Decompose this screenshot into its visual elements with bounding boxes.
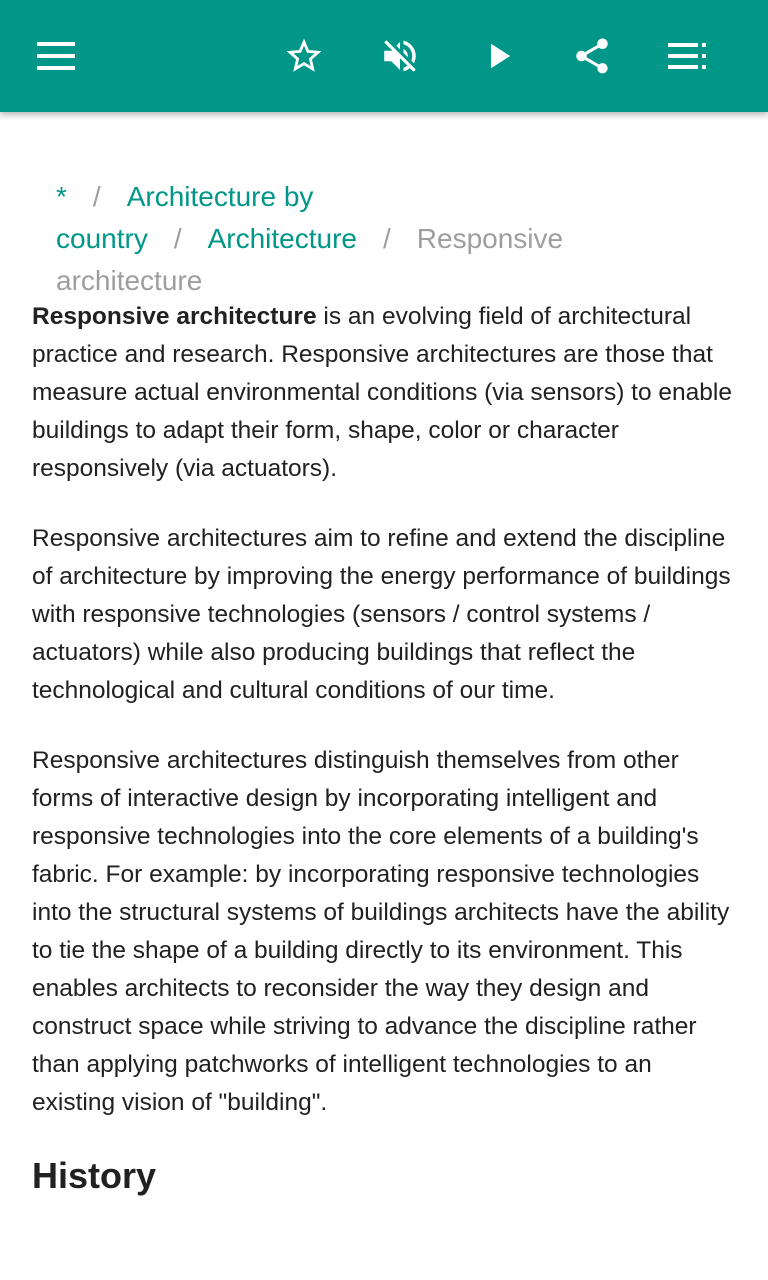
intro-paragraph [32,298,736,488]
article-term: Responsive architecture [32,303,317,330]
breadcrumb [56,176,716,302]
share-button[interactable] [564,28,620,84]
breadcrumb-separator: / [92,181,101,212]
menu-button[interactable] [28,28,84,84]
bookmark-button[interactable] [276,28,332,84]
star-outline-icon [283,35,325,77]
volume-off-icon [379,35,421,77]
breadcrumb-separator: / [173,223,182,254]
intro-text: is an evolving field of architectural practice and research. Responsive architectures are those that measure actual environmental conditions (via sensors) to enable buildings to adapt their form, shape, color or character responsively (via actuators). [32,303,732,482]
breadcrumb-separator: / [383,223,391,254]
share-icon [571,35,613,77]
menu-icon [37,42,75,70]
breadcrumb-link-architecture[interactable]: Architecture [207,223,358,254]
table-of-contents-icon [668,43,708,69]
app-toolbar [0,0,768,112]
article-content[interactable] [0,112,768,1280]
breadcrumb-link-architecture-by-country[interactable]: Architecture by country [56,181,314,254]
paragraph: Responsive architectures aim to refine and extend the discipline of architecture by improving the energy performance of buildings with responsive technologies (sensors / control systems / actuators) while also producing buildings that reflect the technological and cultural conditions of our time. [32,525,731,704]
contents-button[interactable] [660,28,716,84]
breadcrumb-link-root[interactable]: * [56,181,67,212]
paragraph: Responsive architectures distinguish themselves from other forms of interactive design by incorporating intelligent and responsive technologies into the core elements of a building's fabric. For example: by incorporating responsive technologies into the structural systems of buildings architects have the ability to tie the shape of a building directly to its environment. This enables architects to reconsider the way they design and construct space while striving to advance the discipline rather than applying patchworks of intelligent technologies to an existing vision of "building". [32,747,730,1116]
play-icon [477,35,519,77]
section-heading-history: History [32,1155,157,1196]
play-button[interactable] [470,28,526,84]
mute-button[interactable] [372,28,428,84]
article-body [32,298,736,1198]
breadcrumb-current: Responsive architecture [56,223,564,296]
